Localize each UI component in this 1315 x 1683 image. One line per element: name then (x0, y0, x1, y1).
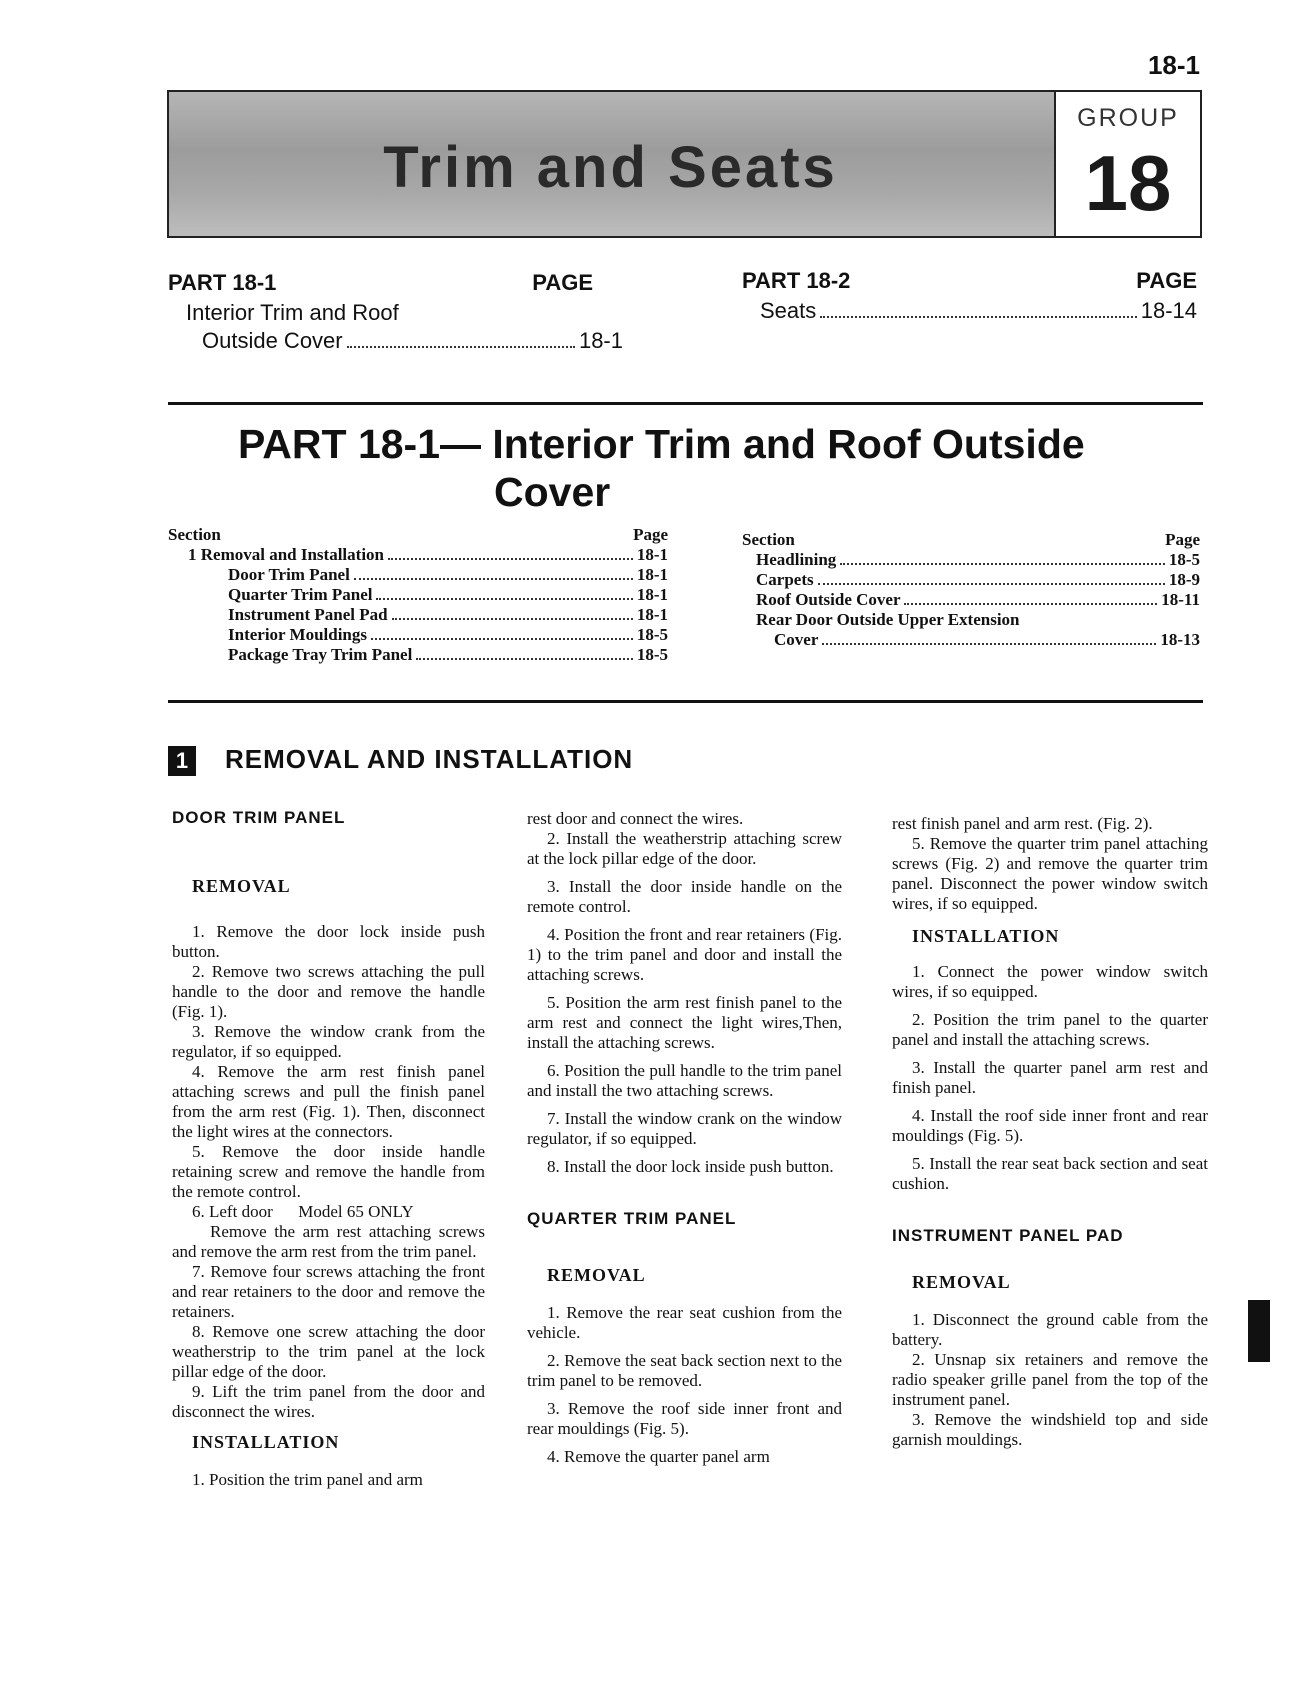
toc-page: 18-1 (578, 328, 623, 353)
step: 1. Remove the door lock inside push button. (172, 922, 485, 961)
page-label: Page (1165, 530, 1200, 549)
section-number-badge: 1 (168, 746, 196, 776)
step: 5. Position the arm rest finish panel to the arm rest and connect the light wires,Then, install the attaching screws. (527, 993, 842, 1052)
section-page: 18-5 (636, 645, 668, 664)
toc-part-label: PART 18-1 (168, 270, 277, 295)
section-entry: Headlining (756, 550, 837, 569)
column-2 (527, 809, 842, 1467)
step: 1. Position the trim panel and arm (192, 1470, 423, 1489)
toc-line: Interior Trim and Roof (186, 300, 399, 325)
section-page: 18-13 (1160, 630, 1200, 649)
section-page: 18-9 (1168, 570, 1200, 589)
toc-page: 18-14 (1140, 298, 1197, 323)
subsection-heading: DOOR TRIM PANEL (172, 808, 346, 827)
group-number: 18 (1084, 139, 1172, 227)
section-entry: Rear Door Outside Upper Extension (756, 610, 1020, 629)
step: rest door and connect the wires. (527, 809, 744, 828)
group-label: GROUP (1077, 104, 1179, 132)
part-title-line: Cover (494, 469, 611, 515)
procedure-heading: REMOVAL (547, 1265, 646, 1285)
step: 7. Install the window crank on the window regulator, if so equipped. (527, 1109, 842, 1148)
section-entry: Door Trim Panel (228, 565, 350, 584)
step: 8. Install the door lock inside push button. (547, 1157, 834, 1176)
step: 1. Connect the power window switch wires, if so equipped. (892, 962, 1208, 1001)
step: 6. Left door Model 65 ONLY (192, 1202, 414, 1221)
toc-part-1 (168, 270, 623, 354)
step: Remove the arm rest attaching screws and remove the arm rest from the trim panel. (172, 1222, 485, 1261)
step: 2. Remove the seat back section next to the trim panel to be removed. (527, 1351, 842, 1390)
procedure-heading: REMOVAL (192, 876, 291, 896)
section-index-right (742, 530, 1200, 650)
toc-part-2 (742, 268, 1197, 324)
step: 2. Install the weatherstrip attaching screw at the lock pillar edge of the door. (527, 829, 842, 868)
procedure-heading: REMOVAL (912, 1272, 1011, 1292)
section-entry: Quarter Trim Panel (228, 585, 373, 604)
subsection-heading: INSTRUMENT PANEL PAD (892, 1226, 1124, 1245)
section-page: 18-1 (636, 545, 668, 564)
toc-part-label: PART 18-2 (742, 268, 851, 293)
step: 4. Remove the arm rest finish panel attaching screws and pull the finish panel from the arm rest (Fig. 1). Then, disconnect the light wires at the connectors. (172, 1062, 485, 1141)
step: 6. Position the pull handle to the trim panel and install the two attaching screws. (527, 1061, 842, 1100)
step: 1. Disconnect the ground cable from the battery. (892, 1310, 1208, 1349)
step: 3. Install the door inside handle on the remote control. (527, 877, 842, 916)
step: 9. Lift the trim panel from the door and disconnect the wires. (172, 1382, 485, 1421)
step: 5. Remove the door inside handle retaining screw and remove the handle from the remote control. (172, 1142, 485, 1201)
section-heading: REMOVAL AND INSTALLATION (225, 744, 634, 774)
step: rest finish panel and arm rest. (Fig. 2). (892, 814, 1153, 833)
subsection-heading: QUARTER TRIM PANEL (527, 1209, 737, 1228)
section-page: 18-11 (1161, 590, 1200, 609)
step: 3. Install the quarter panel arm rest and finish panel. (892, 1058, 1208, 1097)
step: 3. Remove the roof side inner front and rear mouldings (Fig. 5). (527, 1399, 842, 1438)
section-page: 18-1 (636, 605, 668, 624)
section-entry: 1 Removal and Installation (188, 545, 384, 564)
toc-page-label: PAGE (1136, 268, 1197, 293)
part-title (238, 420, 1198, 516)
column-3 (892, 814, 1208, 1450)
step: 4. Position the front and rear retainers (Fig. 1) to the trim panel and door and install the attaching screws. (527, 925, 842, 984)
step: 1. Remove the rear seat cushion from the vehicle. (527, 1303, 842, 1342)
section-entry: Roof Outside Cover (756, 590, 901, 609)
group-title: Trim and Seats (383, 135, 838, 200)
procedure-heading: INSTALLATION (912, 926, 1060, 946)
step: 5. Remove the quarter trim panel attaching screws (Fig. 2) and remove the quarter trim panel. Disconnect the power window switch wires, if so equipped. (892, 834, 1208, 913)
step: 4. Remove the quarter panel arm (547, 1447, 770, 1466)
step: 7. Remove four screws attaching the front and rear retainers to the door and remove the retainers. (172, 1262, 485, 1321)
section-page: 18-5 (636, 625, 668, 644)
step: 8. Remove one screw attaching the door weatherstrip to the trim panel at the lock pillar edge of the door. (172, 1322, 485, 1381)
step: 2. Position the trim panel to the quarter panel and install the attaching screws. (892, 1010, 1208, 1049)
section-page: 18-1 (636, 565, 668, 584)
step: 4. Install the roof side inner front and rear mouldings (Fig. 5). (892, 1106, 1208, 1145)
thumb-index-tab (1248, 1300, 1270, 1362)
divider (168, 700, 1203, 703)
section-page: 18-5 (1168, 550, 1200, 569)
toc-line: Outside Cover (202, 328, 343, 353)
section-entry: Interior Mouldings (228, 625, 368, 644)
toc-page-label: PAGE (532, 270, 593, 295)
section-index-left (168, 525, 668, 665)
section-entry: Cover (774, 630, 819, 649)
divider (168, 402, 1203, 405)
page-number: 18-1 (1147, 50, 1200, 80)
step: 2. Unsnap six retainers and remove the radio speaker grille panel from the top of the instrument panel. (892, 1350, 1208, 1409)
section-entry: Package Tray Trim Panel (228, 645, 413, 664)
section-label: Section (742, 530, 795, 549)
page-label: Page (633, 525, 668, 544)
section-page: 18-1 (636, 585, 668, 604)
part-title-line: PART 18-1— Interior Trim and Roof Outside (238, 421, 1085, 467)
section-entry: Carpets (756, 570, 814, 589)
section-entry: Instrument Panel Pad (228, 605, 388, 624)
column-1 (172, 808, 485, 1490)
section-label: Section (168, 525, 221, 544)
step: 3. Remove the windshield top and side garnish mouldings. (892, 1410, 1208, 1449)
procedure-heading: INSTALLATION (192, 1432, 340, 1452)
step: 3. Remove the window crank from the regulator, if so equipped. (172, 1022, 485, 1061)
step: 2. Remove two screws attaching the pull handle to the door and remove the handle (Fig. 1). (172, 962, 485, 1021)
toc-line: Seats (760, 298, 817, 323)
step: 5. Install the rear seat back section and seat cushion. (892, 1154, 1208, 1193)
